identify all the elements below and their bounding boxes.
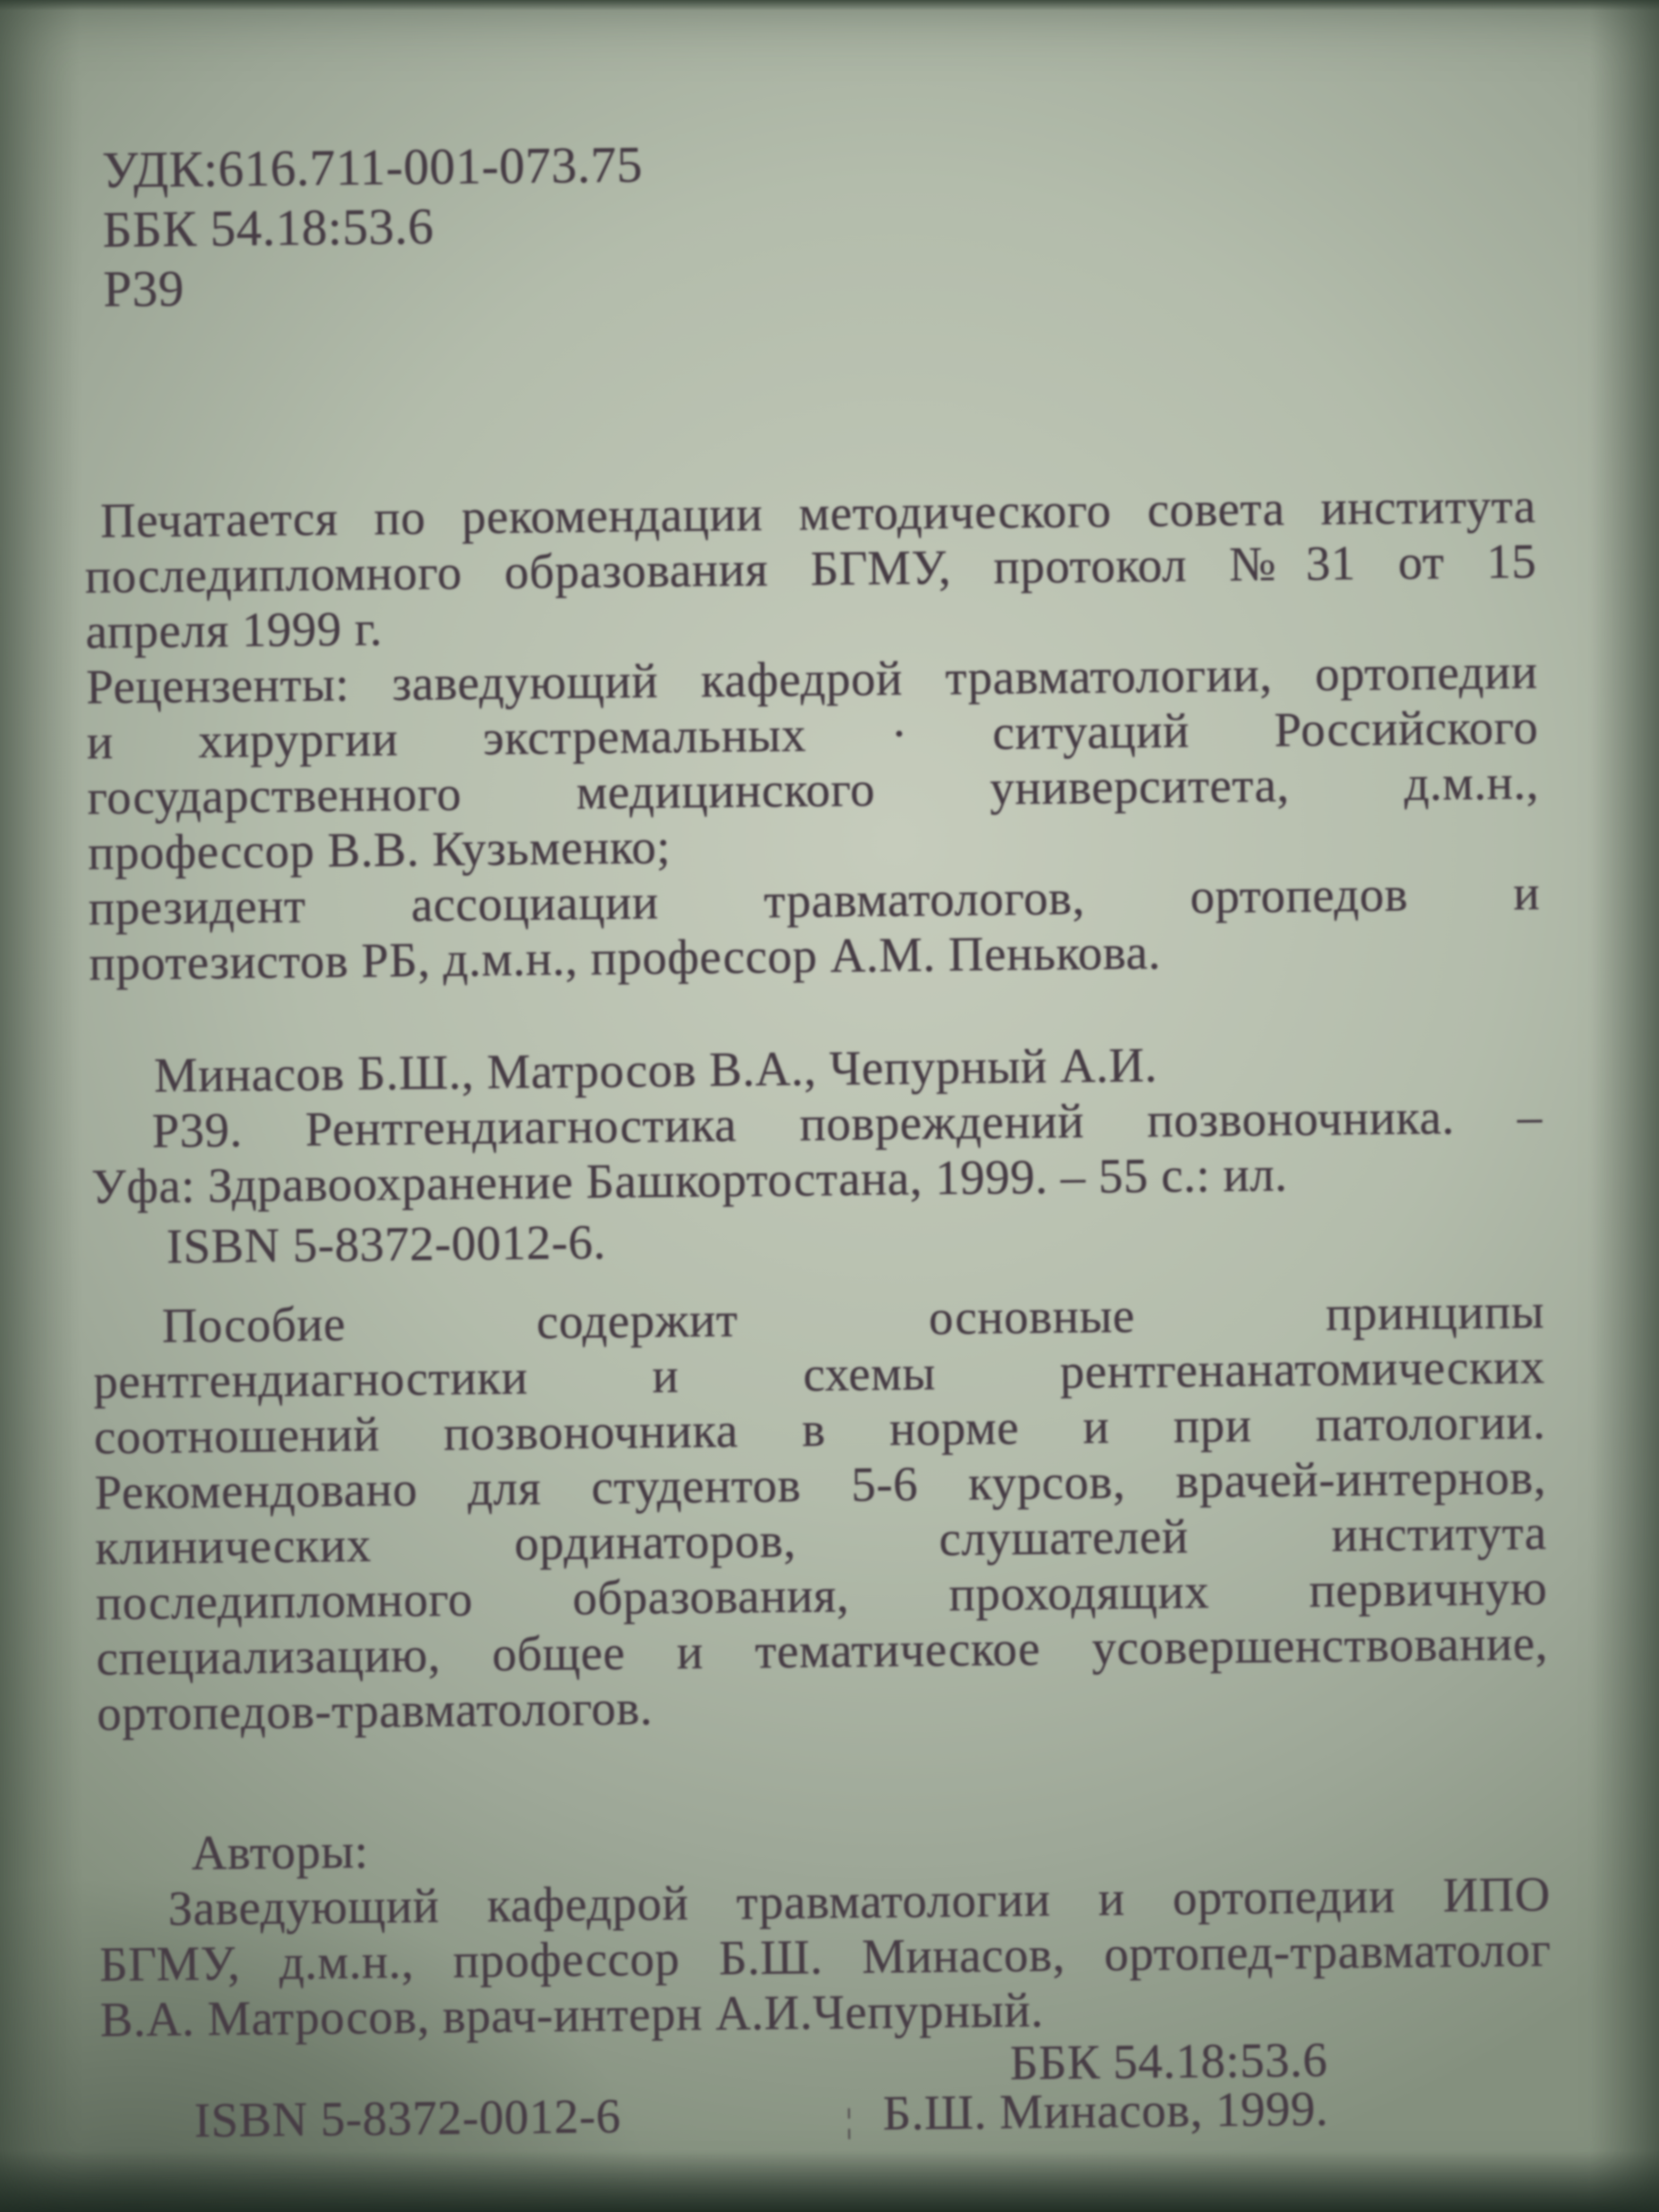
annotation-line: последипломного образования, проходящих первичную <box>95 1560 1548 1630</box>
udk-number: УДК:616.711-001-073.75 <box>102 136 643 198</box>
page-text <box>80 125 1552 2148</box>
isbn-line: ISBN 5-8372-0012-6. <box>166 1214 607 1273</box>
copyright-line: Б.Ш. Минасов, 1999. <box>882 2081 1329 2140</box>
annotation-line: Пособие содержит основные принципы <box>162 1284 1545 1353</box>
book-imprint-line: Уфа: Здравоохранение Башкортостана, 1999. – 55 с.: ил. <box>91 1146 1288 1214</box>
reviewers-line: и хирургии экстремальных · ситуаций Российского <box>86 699 1539 769</box>
bbk-number-bottom: ББК 54.18:53.6 <box>1009 2032 1328 2090</box>
recommendation-line: Печатается по рекомендации методического совета института <box>100 478 1537 548</box>
author-sign: Р39 <box>103 259 185 317</box>
annotation-line: ортопедов-травматологов. <box>96 1680 653 1741</box>
reviewers-line: Рецензенты: заведующий кафедрой травматологии, ортопедии <box>86 644 1538 714</box>
reviewers-line: государственного медицинского университета, д.м.н., <box>87 755 1539 825</box>
authors-line: Заведующий кафедрой травматологии и ортопедии ИПО <box>167 1866 1551 1936</box>
annotation-line: специализацию, общее и тематическое усовершенствование, <box>96 1615 1548 1686</box>
isbn-number-bottom: ISBN 5-8372-0012-6 <box>194 2088 622 2148</box>
authors-names-line: Минасов Б.Ш., Матросов В.А., Чепурный А.И. <box>154 1037 1158 1103</box>
reviewers-line: протезистов РБ, д.м.н., профессор А.М. Пенькова. <box>88 925 1161 991</box>
authors-heading: Авторы: <box>191 1823 369 1880</box>
annotation-line: Рекомендовано для студентов 5-6 курсов, врачей-интернов, <box>94 1449 1547 1520</box>
book-title-line: Р39. Рентгендиагностика повреждений позвоночника. – <box>152 1088 1543 1158</box>
annotation-line: соотношений позвоночника в норме и при патологии. <box>94 1394 1546 1464</box>
recommendation-line: последипломного образования БГМУ, протокол №31 от 15 <box>85 533 1537 604</box>
annotation-line: клинических ординаторов, слушателей института <box>95 1505 1547 1575</box>
authors-line: В.А. Матросов, врач-интерн А.И.Чепурный. <box>99 1982 1044 2047</box>
bbk-number: ББК 54.18:53.6 <box>102 197 434 258</box>
authors-line: БГМУ, д.м.н., профессор Б.Ш. Минасов, ортопед-травматолог <box>99 1922 1552 1992</box>
recommendation-line: апреля 1999 г. <box>85 601 383 659</box>
copyright-mark: ¦ <box>845 2101 853 2140</box>
reviewers-line: президент ассоциации травматологов, ортопедов и <box>88 865 1540 935</box>
annotation-line: рентгендиагностики и схемы рентгенанатомических <box>93 1339 1546 1409</box>
reviewers-line: профессор В.В. Кузьменко; <box>87 819 671 880</box>
bottom-imprint-row <box>101 2079 1553 2149</box>
